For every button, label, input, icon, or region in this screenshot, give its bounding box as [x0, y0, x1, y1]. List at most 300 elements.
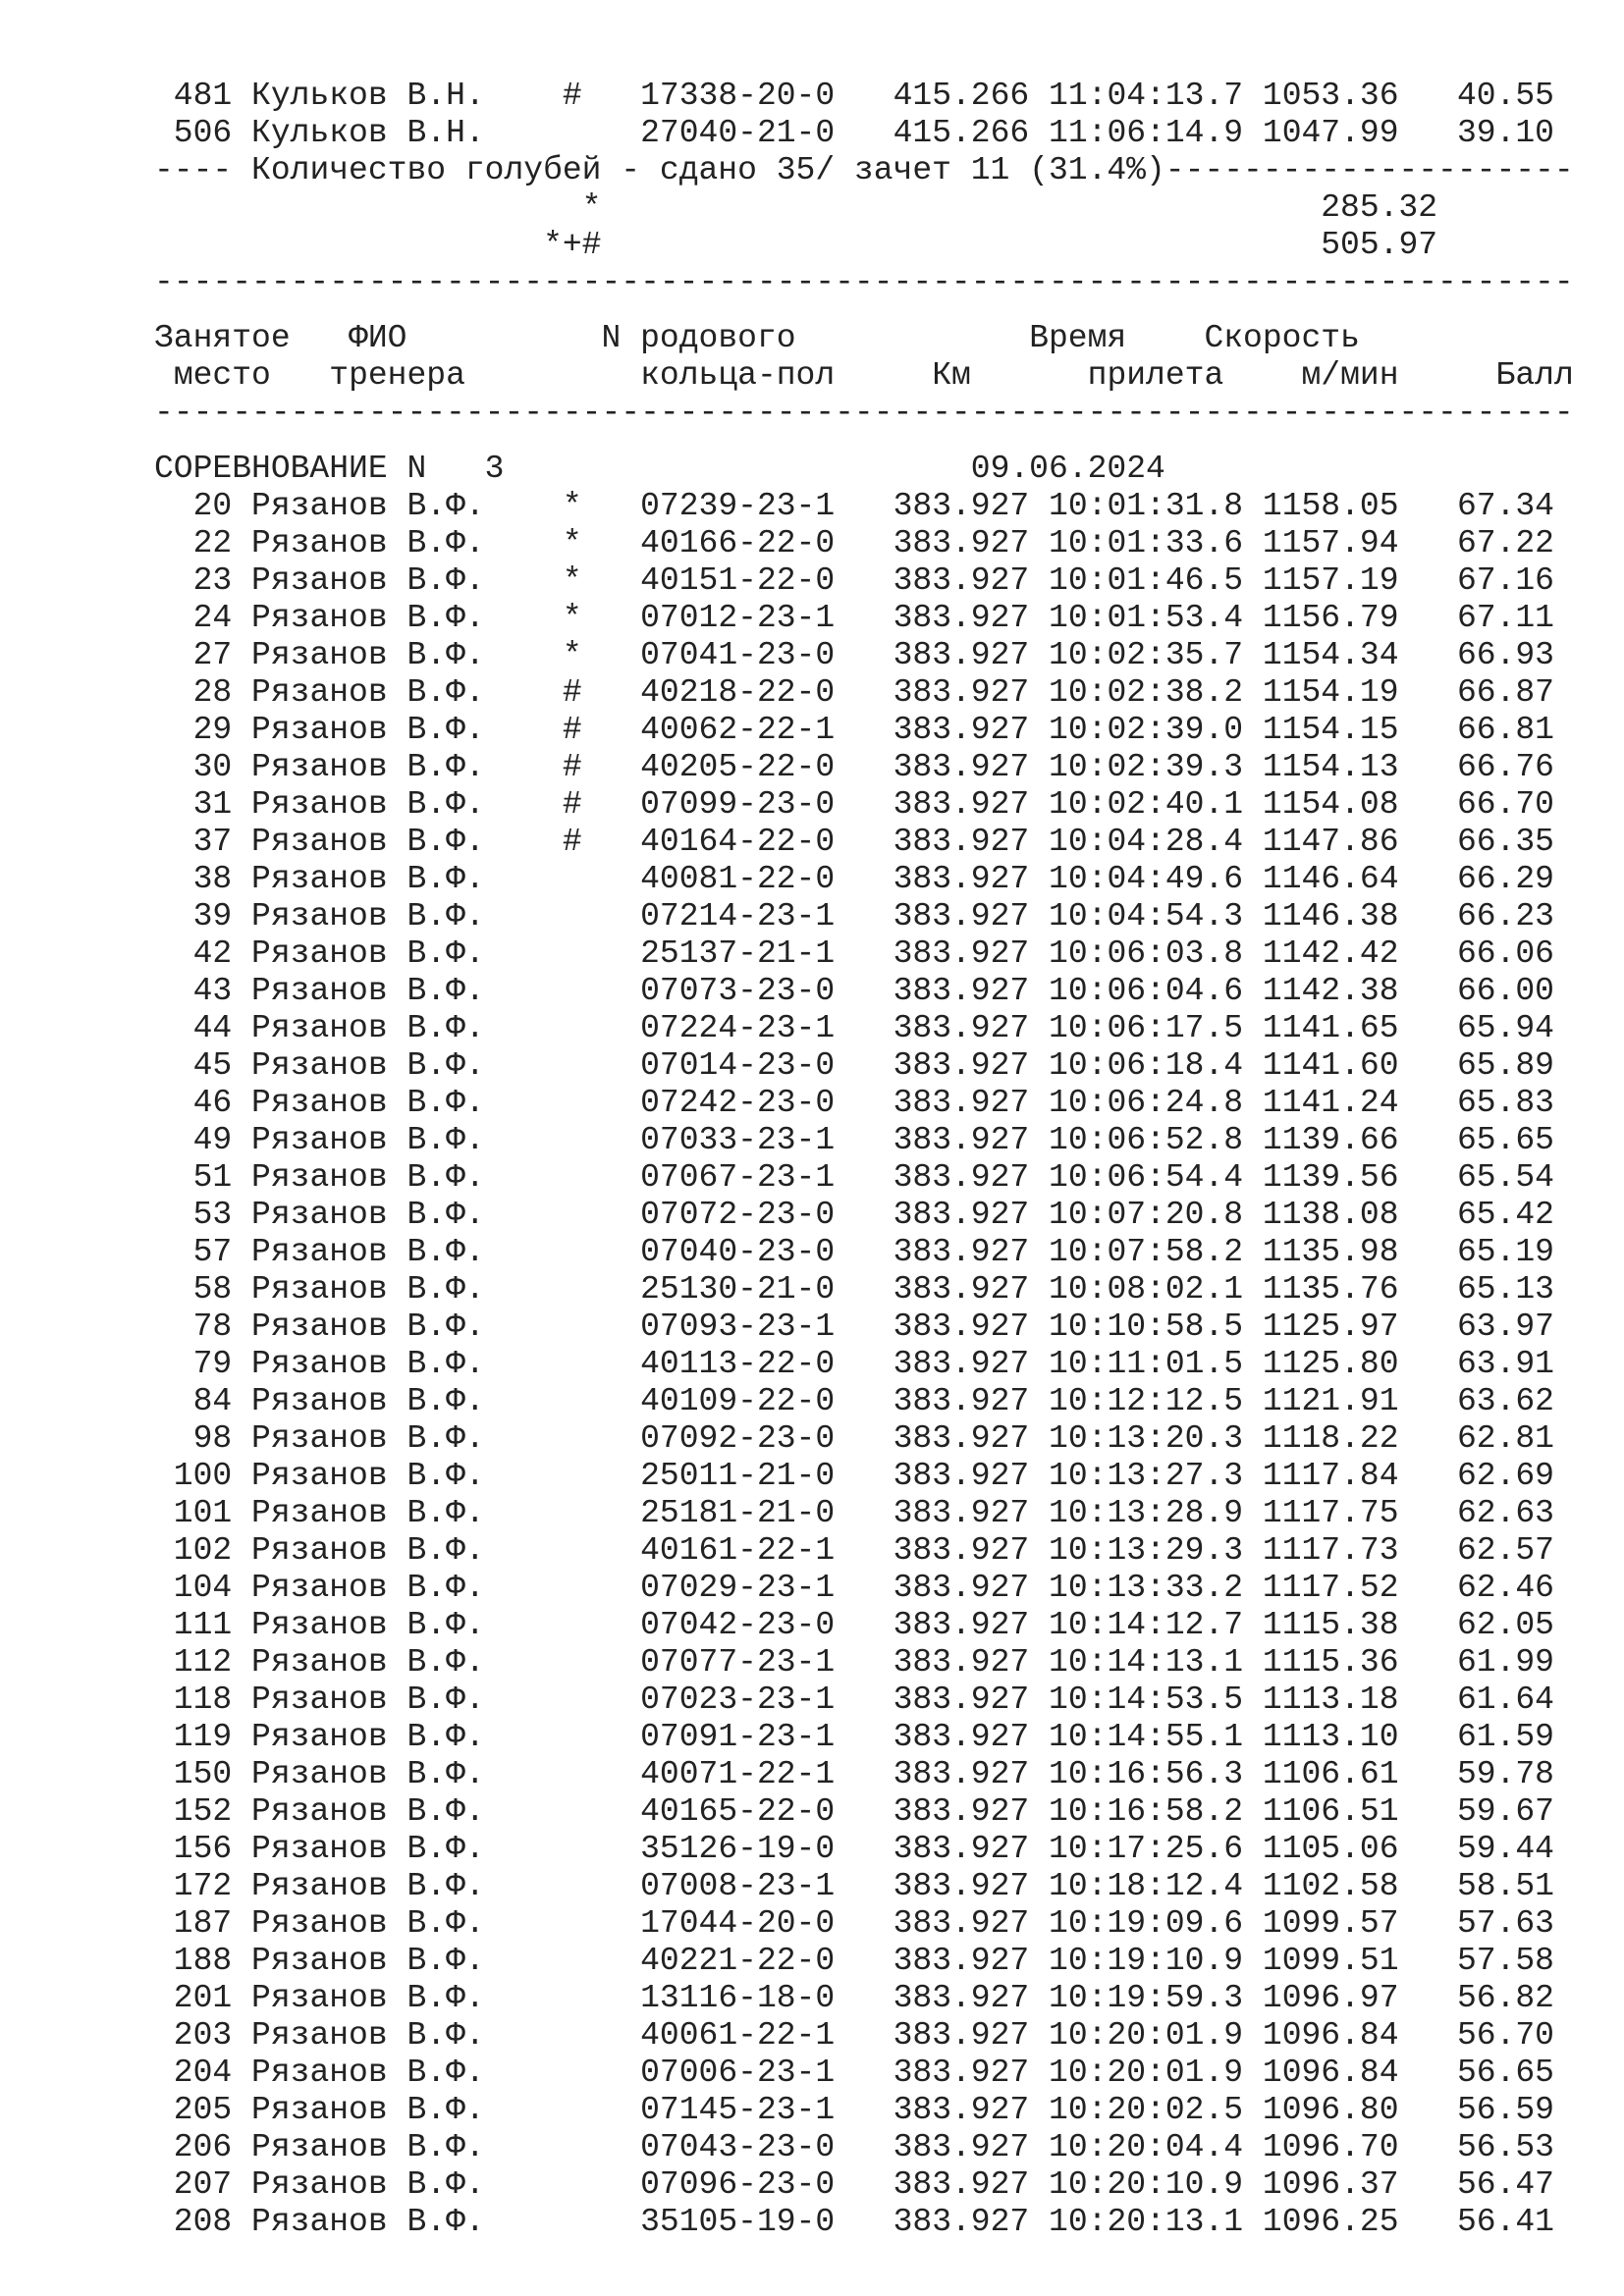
cell-ring: 40161-22-1: [640, 1532, 836, 1569]
cell-speed: 1154.08: [1262, 786, 1399, 823]
cell-name: Рязанов В.Ф.: [251, 935, 485, 972]
cell-time: 10:13:27.3: [1049, 1458, 1244, 1494]
col-ring: N родового: [601, 320, 796, 356]
cell-speed: 1047.99: [1262, 115, 1399, 151]
cell-km: 383.927: [893, 786, 1030, 823]
cell-score: 40.55: [1456, 78, 1554, 114]
cell-name: Рязанов В.Ф.: [251, 786, 485, 823]
cell-mark: [563, 2092, 582, 2128]
col-ring-2: кольца-пол: [640, 357, 836, 394]
cell-ring: 40081-22-0: [640, 861, 836, 897]
cell-time: 10:13:20.3: [1049, 1420, 1244, 1457]
cell-km: 383.927: [893, 637, 1030, 673]
cell-ring: 07029-23-1: [640, 1570, 836, 1606]
cell-score: 66.23: [1456, 898, 1554, 934]
cell-time: 10:14:55.1: [1049, 1719, 1244, 1755]
cell-km: 383.927: [893, 1570, 1030, 1606]
cell-place: 506: [154, 115, 233, 151]
cell-ring: 07077-23-1: [640, 1644, 836, 1681]
cell-ring: 40205-22-0: [640, 749, 836, 785]
cell-place: 53: [154, 1197, 233, 1233]
cell-speed: 1139.56: [1262, 1159, 1399, 1196]
cell-time: 10:13:33.2: [1049, 1570, 1244, 1606]
cell-name: Рязанов В.Ф.: [251, 1346, 485, 1382]
cell-ring: 07008-23-1: [640, 1868, 836, 1904]
cell-name: Рязанов В.Ф.: [251, 2166, 485, 2203]
cell-ring: 07099-23-0: [640, 786, 836, 823]
cell-km: 383.927: [893, 2204, 1030, 2240]
cell-name: Рязанов В.Ф.: [251, 525, 485, 561]
divider: -------------------------------------------------------------------------: [154, 264, 1574, 300]
cell-time: 10:20:10.9: [1049, 2166, 1244, 2203]
cell-km: 383.927: [893, 1905, 1030, 1942]
cell-time: 10:06:04.6: [1049, 973, 1244, 1009]
cell-ring: 40218-22-0: [640, 674, 836, 711]
cell-score: 66.00: [1456, 973, 1554, 1009]
cell-km: 383.927: [893, 2017, 1030, 2054]
table-row: [154, 1831, 1574, 1868]
cell-name: Рязанов В.Ф.: [251, 562, 485, 599]
cell-mark: [563, 2129, 582, 2165]
cell-place: 24: [154, 600, 233, 636]
cell-place: 100: [154, 1458, 233, 1494]
cell-time: 11:04:13.7: [1049, 78, 1244, 114]
cell-place: 27: [154, 637, 233, 673]
cell-ring: 07012-23-1: [640, 600, 836, 636]
table-row: [154, 1271, 1574, 1308]
cell-score: 62.57: [1456, 1532, 1554, 1569]
cell-km: 383.927: [893, 898, 1030, 934]
combo-total-mark: *+#: [543, 227, 602, 263]
cell-name: Рязанов В.Ф.: [251, 2017, 485, 2054]
cell-name: Рязанов В.Ф.: [251, 1458, 485, 1494]
table-row: [154, 637, 1574, 674]
cell-time: 10:01:33.6: [1049, 525, 1244, 561]
cell-km: 383.927: [893, 1197, 1030, 1233]
cell-ring: 25181-21-0: [640, 1495, 836, 1531]
cell-score: 56.70: [1456, 2017, 1554, 2054]
col-km: Км: [932, 357, 971, 394]
cell-place: 102: [154, 1532, 233, 1569]
cell-name: Рязанов В.Ф.: [251, 1756, 485, 1792]
cell-score: 66.06: [1456, 935, 1554, 972]
cell-ring: 40165-22-0: [640, 1793, 836, 1830]
cell-name: Рязанов В.Ф.: [251, 1607, 485, 1643]
cell-place: 204: [154, 2055, 233, 2091]
cell-mark: [563, 1532, 582, 1569]
cell-time: 10:02:39.3: [1049, 749, 1244, 785]
table-row: [154, 973, 1574, 1010]
cell-time: 10:06:17.5: [1049, 1010, 1244, 1046]
cell-name: Рязанов В.Ф.: [251, 973, 485, 1009]
cell-speed: 1138.08: [1262, 1197, 1399, 1233]
cell-score: 61.59: [1456, 1719, 1554, 1755]
cell-score: 65.54: [1456, 1159, 1554, 1196]
cell-km: 383.927: [893, 1383, 1030, 1419]
table-row: [154, 1756, 1574, 1793]
cell-ring: 40166-22-0: [640, 525, 836, 561]
cell-score: 65.19: [1456, 1234, 1554, 1270]
cell-speed: 1142.38: [1262, 973, 1399, 1009]
cell-time: 10:06:18.4: [1049, 1047, 1244, 1084]
table-row: [154, 1905, 1574, 1943]
cell-km: 383.927: [893, 1458, 1030, 1494]
cell-name: Рязанов В.Ф.: [251, 1905, 485, 1942]
cell-time: 10:20:13.1: [1049, 2204, 1244, 2240]
cell-name: Рязанов В.Ф.: [251, 898, 485, 934]
cell-km: 383.927: [893, 1308, 1030, 1345]
col-time: Время: [1029, 320, 1127, 356]
cell-score: 57.63: [1456, 1905, 1554, 1942]
cell-time: 10:04:54.3: [1049, 898, 1244, 934]
cell-score: 65.83: [1456, 1085, 1554, 1121]
cell-score: 56.41: [1456, 2204, 1554, 2240]
cell-score: 59.67: [1456, 1793, 1554, 1830]
cell-name: Кульков В.Н.: [251, 78, 485, 114]
cell-place: 43: [154, 973, 233, 1009]
cell-km: 383.927: [893, 1346, 1030, 1382]
cell-speed: 1102.58: [1262, 1868, 1399, 1904]
cell-score: 67.22: [1456, 525, 1554, 561]
cell-mark: [563, 2017, 582, 2054]
cell-ring: 07096-23-0: [640, 2166, 836, 2203]
cell-speed: 1117.75: [1262, 1495, 1399, 1531]
cell-ring: 25137-21-1: [640, 935, 836, 972]
cell-ring: 07242-23-0: [640, 1085, 836, 1121]
table-row: [154, 1085, 1574, 1122]
cell-km: 383.927: [893, 488, 1030, 524]
table-row: [154, 1308, 1574, 1346]
cell-name: Рязанов В.Ф.: [251, 861, 485, 897]
cell-place: 45: [154, 1047, 233, 1084]
cell-place: 101: [154, 1495, 233, 1531]
table-row: [154, 786, 1574, 824]
table-row: [154, 1980, 1574, 2017]
star-total-value: 285.32: [1321, 189, 1438, 226]
cell-km: 383.927: [893, 1010, 1030, 1046]
cell-speed: 1141.24: [1262, 1085, 1399, 1121]
cell-score: 66.93: [1456, 637, 1554, 673]
cell-mark: [563, 1346, 582, 1382]
cell-place: 23: [154, 562, 233, 599]
cell-place: 150: [154, 1756, 233, 1792]
cell-score: 56.65: [1456, 2055, 1554, 2091]
cell-speed: 1105.06: [1262, 1831, 1399, 1867]
cell-name: Рязанов В.Ф.: [251, 1831, 485, 1867]
cell-ring: 07006-23-1: [640, 2055, 836, 2091]
cell-name: Рязанов В.Ф.: [251, 1308, 485, 1345]
cell-score: 65.89: [1456, 1047, 1554, 1084]
col-name: ФИО: [349, 320, 407, 356]
cell-score: 66.81: [1456, 712, 1554, 748]
cell-place: 28: [154, 674, 233, 711]
cell-name: Рязанов В.Ф.: [251, 824, 485, 860]
table-row: [154, 1420, 1574, 1458]
cell-place: 84: [154, 1383, 233, 1419]
cell-name: Рязанов В.Ф.: [251, 712, 485, 748]
cell-ring: 07043-23-0: [640, 2129, 836, 2165]
cell-ring: 40061-22-1: [640, 2017, 836, 2054]
cell-name: Рязанов В.Ф.: [251, 1420, 485, 1457]
cell-ring: 07073-23-0: [640, 973, 836, 1009]
cell-time: 10:16:58.2: [1049, 1793, 1244, 1830]
cell-score: 65.94: [1456, 1010, 1554, 1046]
cell-mark: [563, 1122, 582, 1158]
cell-speed: 1117.73: [1262, 1532, 1399, 1569]
cell-place: 207: [154, 2166, 233, 2203]
cell-mark: [563, 1719, 582, 1755]
cell-score: 61.99: [1456, 1644, 1554, 1681]
cell-km: 415.266: [893, 78, 1030, 114]
cell-time: 10:01:46.5: [1049, 562, 1244, 599]
cell-km: 415.266: [893, 115, 1030, 151]
table-row: [154, 1458, 1574, 1495]
cell-mark: [563, 1868, 582, 1904]
cell-mark: [563, 1644, 582, 1681]
cell-name: Рязанов В.Ф.: [251, 674, 485, 711]
cell-score: 56.53: [1456, 2129, 1554, 2165]
cell-ring: 07092-23-0: [640, 1420, 836, 1457]
table-row: [154, 1122, 1574, 1159]
cell-time: 10:04:49.6: [1049, 861, 1244, 897]
cell-name: Рязанов В.Ф.: [251, 1532, 485, 1569]
cell-km: 383.927: [893, 1980, 1030, 2016]
cell-mark: [563, 2166, 582, 2203]
cell-km: 383.927: [893, 1719, 1030, 1755]
cell-km: 383.927: [893, 1122, 1030, 1158]
cell-place: 481: [154, 78, 233, 114]
cell-score: 62.05: [1456, 1607, 1554, 1643]
cell-speed: 1154.13: [1262, 749, 1399, 785]
cell-km: 383.927: [893, 525, 1030, 561]
col-score: Балл: [1495, 357, 1574, 394]
cell-time: 10:17:25.6: [1049, 1831, 1244, 1867]
cell-mark: [563, 1047, 582, 1084]
cell-time: 10:06:03.8: [1049, 935, 1244, 972]
table-row: [154, 600, 1574, 637]
results-document: [154, 78, 1574, 2241]
cell-km: 383.927: [893, 674, 1030, 711]
cell-time: 10:08:02.1: [1049, 1271, 1244, 1308]
cell-speed: 1125.97: [1262, 1308, 1399, 1345]
cell-place: 203: [154, 2017, 233, 2054]
cell-speed: 1096.80: [1262, 2092, 1399, 2128]
cell-km: 383.927: [893, 935, 1030, 972]
cell-ring: 40151-22-0: [640, 562, 836, 599]
cell-mark: [563, 1793, 582, 1830]
cell-place: 206: [154, 2129, 233, 2165]
table-row: [154, 1495, 1574, 1532]
cell-ring: 07033-23-1: [640, 1122, 836, 1158]
column-header-row-1: [154, 320, 1574, 357]
cell-km: 383.927: [893, 1532, 1030, 1569]
cell-name: Рязанов В.Ф.: [251, 1644, 485, 1681]
cell-score: 67.11: [1456, 600, 1554, 636]
cell-km: 383.927: [893, 1495, 1030, 1531]
cell-ring: 35126-19-0: [640, 1831, 836, 1867]
cell-speed: 1106.51: [1262, 1793, 1399, 1830]
cell-mark: [563, 1159, 582, 1196]
table-row: [154, 488, 1574, 525]
cell-mark: [563, 898, 582, 934]
cell-ring: 25130-21-0: [640, 1271, 836, 1308]
cell-ring: 07214-23-1: [640, 898, 836, 934]
cell-score: 66.29: [1456, 861, 1554, 897]
col-speed: Скорость: [1204, 320, 1360, 356]
cell-score: 62.69: [1456, 1458, 1554, 1494]
table-row: [154, 1234, 1574, 1271]
cell-mark: [563, 1197, 582, 1233]
cell-name: Рязанов В.Ф.: [251, 1010, 485, 1046]
cell-ring: 07224-23-1: [640, 1010, 836, 1046]
cell-ring: 40071-22-1: [640, 1756, 836, 1792]
cell-mark: [563, 1570, 582, 1606]
cell-name: Рязанов В.Ф.: [251, 1793, 485, 1830]
cell-time: 10:01:31.8: [1049, 488, 1244, 524]
cell-place: 22: [154, 525, 233, 561]
cell-km: 383.927: [893, 562, 1030, 599]
cell-mark: [563, 1420, 582, 1457]
cell-mark: [563, 973, 582, 1009]
cell-name: Рязанов В.Ф.: [251, 1271, 485, 1308]
cell-km: 383.927: [893, 824, 1030, 860]
cell-mark: [563, 1607, 582, 1643]
cell-mark: [563, 2055, 582, 2091]
cell-score: 63.62: [1456, 1383, 1554, 1419]
cell-time: 10:11:01.5: [1049, 1346, 1244, 1382]
table-row: [154, 1383, 1574, 1420]
cell-name: Рязанов В.Ф.: [251, 749, 485, 785]
cell-time: 10:14:13.1: [1049, 1644, 1244, 1681]
cell-speed: 1125.80: [1262, 1346, 1399, 1382]
cell-time: 10:01:53.4: [1049, 600, 1244, 636]
cell-speed: 1157.94: [1262, 525, 1399, 561]
cell-ring: 35105-19-0: [640, 2204, 836, 2240]
cell-speed: 1115.36: [1262, 1644, 1399, 1681]
cell-mark: [563, 1085, 582, 1121]
cell-place: 104: [154, 1570, 233, 1606]
cell-place: 42: [154, 935, 233, 972]
cell-place: 44: [154, 1010, 233, 1046]
cell-time: 10:13:28.9: [1049, 1495, 1244, 1531]
table-row: [154, 562, 1574, 600]
cell-name: Рязанов В.Ф.: [251, 1122, 485, 1158]
cell-score: 63.91: [1456, 1346, 1554, 1382]
cell-ring: 40109-22-0: [640, 1383, 836, 1419]
cell-score: 59.44: [1456, 1831, 1554, 1867]
cell-place: 112: [154, 1644, 233, 1681]
cell-speed: 1096.37: [1262, 2166, 1399, 2203]
cell-mark: [563, 861, 582, 897]
cell-km: 383.927: [893, 1271, 1030, 1308]
cell-ring: 40221-22-0: [640, 1943, 836, 1979]
cell-place: 79: [154, 1346, 233, 1382]
summary-line: ---- Количество голубей - сдано 35/ зачет 11 (31.4%)---------------------: [154, 152, 1574, 188]
cell-speed: 1121.91: [1262, 1383, 1399, 1419]
cell-place: 29: [154, 712, 233, 748]
cell-score: 58.51: [1456, 1868, 1554, 1904]
cell-speed: 1099.51: [1262, 1943, 1399, 1979]
cell-mark: [563, 1010, 582, 1046]
cell-place: 46: [154, 1085, 233, 1121]
col-time-2: прилета: [1087, 357, 1224, 394]
cell-speed: 1146.64: [1262, 861, 1399, 897]
cell-score: 66.70: [1456, 786, 1554, 823]
cell-name: Рязанов В.Ф.: [251, 2129, 485, 2165]
table-row: [154, 115, 1574, 152]
cell-score: 65.65: [1456, 1122, 1554, 1158]
col-speed-2: м/мин: [1301, 357, 1399, 394]
cell-mark: [563, 1495, 582, 1531]
cell-ring: 13116-18-0: [640, 1980, 836, 2016]
cell-ring: 07239-23-1: [640, 488, 836, 524]
cell-mark: *: [562, 525, 582, 561]
table-row: [154, 1719, 1574, 1756]
cell-km: 383.927: [893, 1756, 1030, 1792]
cell-name: Рязанов В.Ф.: [251, 1047, 485, 1084]
cell-speed: 1135.76: [1262, 1271, 1399, 1308]
cell-mark: #: [562, 78, 582, 114]
table-row: [154, 898, 1574, 935]
star-total-line: [154, 189, 1574, 227]
cell-place: 119: [154, 1719, 233, 1755]
cell-name: Рязанов В.Ф.: [251, 1383, 485, 1419]
cell-km: 383.927: [893, 749, 1030, 785]
cell-ring: 07041-23-0: [640, 637, 836, 673]
cell-mark: [563, 115, 582, 151]
cell-time: 10:19:10.9: [1049, 1943, 1244, 1979]
cell-time: 10:13:29.3: [1049, 1532, 1244, 1569]
cell-place: 20: [154, 488, 233, 524]
table-row: [154, 824, 1574, 861]
cell-name: Рязанов В.Ф.: [251, 1868, 485, 1904]
cell-mark: #: [562, 749, 582, 785]
cell-place: 31: [154, 786, 233, 823]
cell-speed: 1154.19: [1262, 674, 1399, 711]
cell-time: 10:20:01.9: [1049, 2017, 1244, 2054]
divider: -------------------------------------------------------------------------: [154, 395, 1574, 431]
cell-time: 10:16:56.3: [1049, 1756, 1244, 1792]
cell-time: 10:06:52.8: [1049, 1122, 1244, 1158]
cell-time: 10:14:53.5: [1049, 1682, 1244, 1718]
cell-speed: 1156.79: [1262, 600, 1399, 636]
cell-name: Рязанов В.Ф.: [251, 1495, 485, 1531]
table-row: [154, 935, 1574, 973]
cell-ring: 07067-23-1: [640, 1159, 836, 1196]
table-row: [154, 674, 1574, 712]
cell-ring: 25011-21-0: [640, 1458, 836, 1494]
cell-ring: 07023-23-1: [640, 1682, 836, 1718]
cell-mark: [563, 2204, 582, 2240]
cell-speed: 1158.05: [1262, 488, 1399, 524]
table-row: [154, 2204, 1574, 2241]
cell-time: 10:02:38.2: [1049, 674, 1244, 711]
cell-ring: 07093-23-1: [640, 1308, 836, 1345]
cell-name: Рязанов В.Ф.: [251, 600, 485, 636]
cell-speed: 1106.61: [1262, 1756, 1399, 1792]
cell-km: 383.927: [893, 1644, 1030, 1681]
cell-place: 208: [154, 2204, 233, 2240]
cell-time: 10:07:20.8: [1049, 1197, 1244, 1233]
cell-mark: [563, 1831, 582, 1867]
table-row: [154, 2129, 1574, 2166]
cell-score: 62.81: [1456, 1420, 1554, 1457]
cell-place: 30: [154, 749, 233, 785]
cell-ring: 07145-23-1: [640, 2092, 836, 2128]
cell-score: 39.10: [1456, 115, 1554, 151]
cell-km: 383.927: [893, 2092, 1030, 2128]
cell-speed: 1099.57: [1262, 1905, 1399, 1942]
